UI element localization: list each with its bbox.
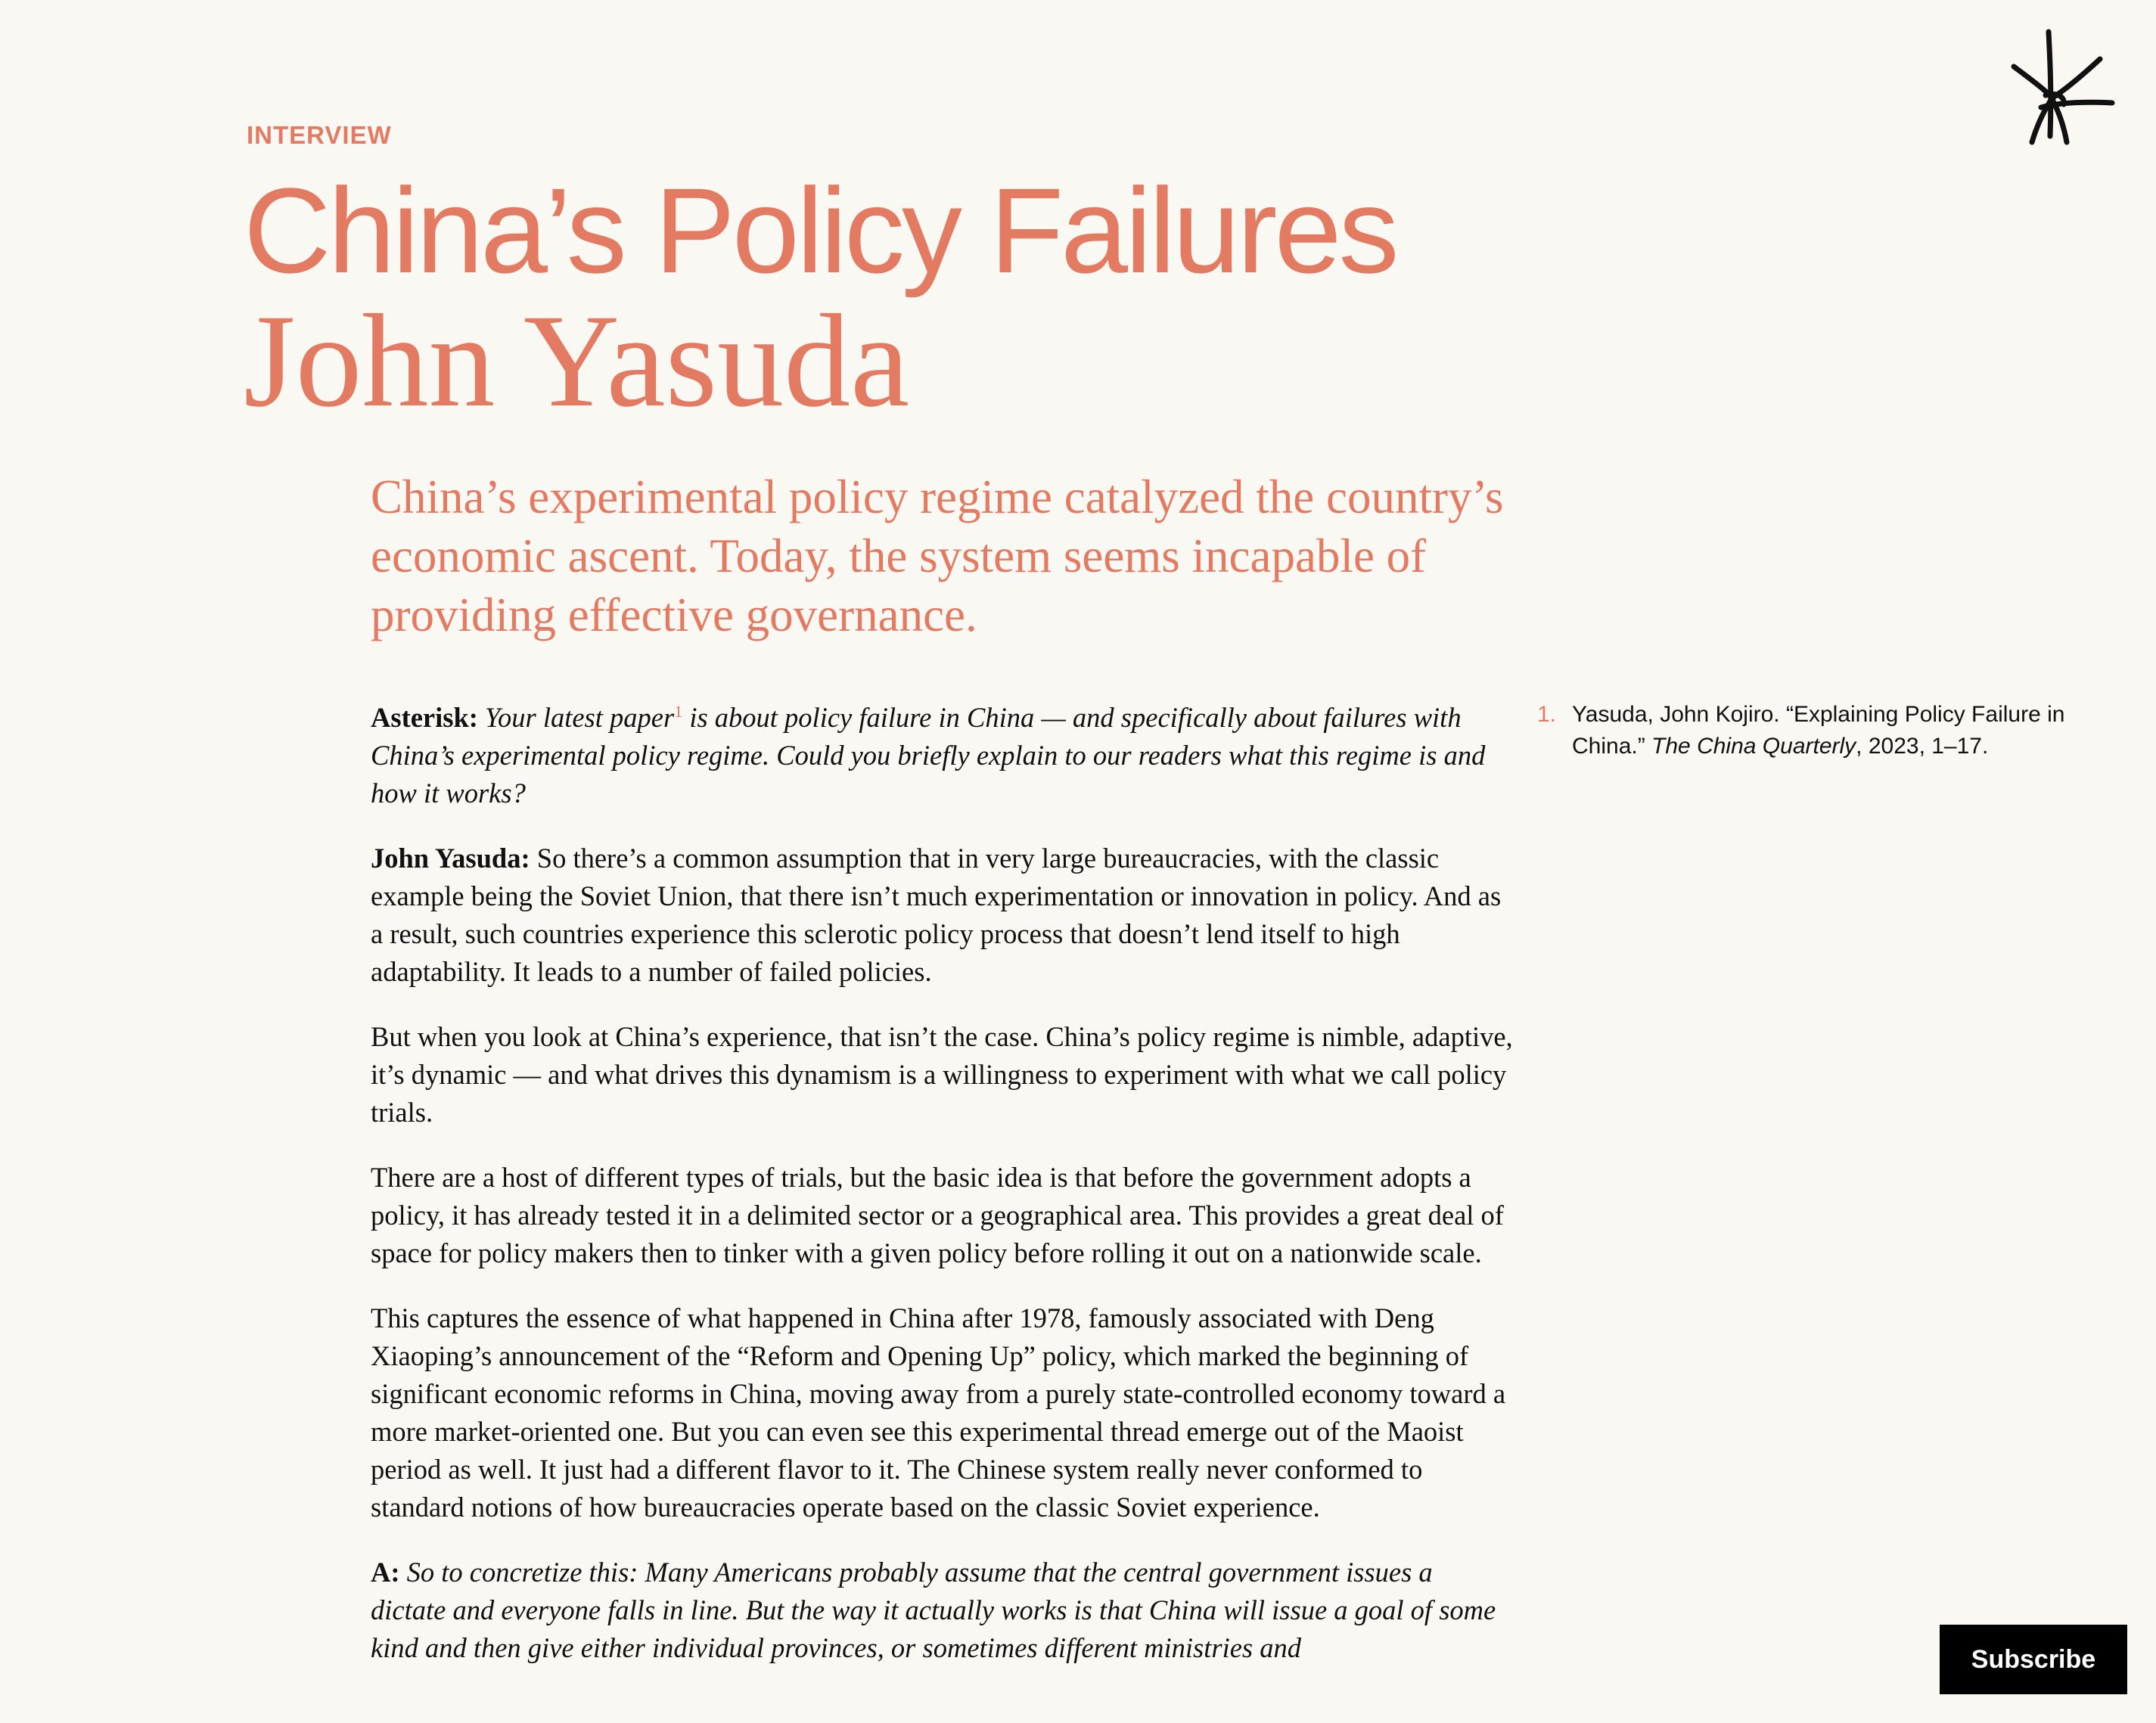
footnote-text-end: , 2023, 1–17.	[1856, 734, 1989, 759]
footnote-item	[1537, 699, 2127, 762]
body-paragraph: But when you look at China’s experience, that isn’t the case. China’s policy regime is nimble, adaptive, it’s dynamic — and what drives this dynamism is a willingness to experiment with what we call policy trials.	[371, 1021, 1513, 1128]
question-text-continued: is about policy failure in China — and specifically about failures with China’s experimental policy regime. Could you briefly explain to our readers what this regime is and how it works?	[371, 702, 1486, 809]
footnote-journal: The China Quarterly	[1651, 734, 1856, 759]
question-text: So to concretize this: Many Americans probably assume that the central government issues a dictate and everyone falls in line. But the way it actually works is that China will issue a goal of some kind and then give either individual provinces, or sometimes different ministries and	[371, 1557, 1496, 1663]
body-paragraph: This captures the essence of what happened in China after 1978, famously associated with Deng Xiaoping’s announcement of the “Reform and Opening Up” policy, which marked the beginning of significant economic reforms in China, moving away from a purely state-controlled economy toward a more market-oriented one. But you can even see this experimental thread emerge out of the Maoist period as well. It just had a different flavor to it. The Chinese system really never conformed to standard notions of how bureaucracies operate based on the classic Soviet experience.	[371, 1302, 1506, 1523]
speaker-label: A:	[371, 1557, 400, 1588]
footnote-ref[interactable]: 1	[674, 701, 683, 721]
asterisk-logo-icon[interactable]	[2005, 23, 2118, 151]
footnote-number: 1.	[1537, 702, 1557, 727]
article-body	[371, 699, 1513, 1694]
question-paragraph	[371, 699, 1513, 812]
article-dek: China’s experimental policy regime catalyzed the country’s economic ascent. Today, the system seems incapable of providing effective governance.	[371, 470, 1504, 641]
page-title: China’s Policy Failures	[244, 163, 1396, 298]
question-paragraph	[371, 1554, 1513, 1667]
answer-paragraph	[371, 840, 1513, 991]
speaker-label: John Yasuda:	[371, 843, 530, 874]
speaker-label: Asterisk:	[371, 702, 478, 733]
body-paragraph: There are a host of different types of trials, but the basic idea is that before the government adopts a policy, it has already tested it in a delimited sector or a geographical area. This provides a great deal of space for policy makers then to tinker with a given policy before rolling it out on a nationwide scale.	[371, 1162, 1504, 1268]
footnotes-sidebar	[1537, 699, 2127, 762]
subscribe-button[interactable]: Subscribe	[1940, 1625, 2127, 1694]
author-name: John Yasuda	[244, 287, 910, 435]
answer-text: So there’s a common assumption that in very large bureaucracies, with the classic example being the Soviet Union, that there isn’t much experimentation or innovation in policy. And as a result, such countries experience this sclerotic policy process that doesn’t lend itself to high adaptability. It leads to a number of failed policies.	[371, 843, 1502, 987]
footnote-text: Yasuda, John Kojiro. “Explaining Policy Failure in China.”	[1572, 702, 2065, 759]
question-text: Your latest paper	[485, 702, 675, 733]
section-kicker: INTERVIEW	[247, 121, 392, 149]
